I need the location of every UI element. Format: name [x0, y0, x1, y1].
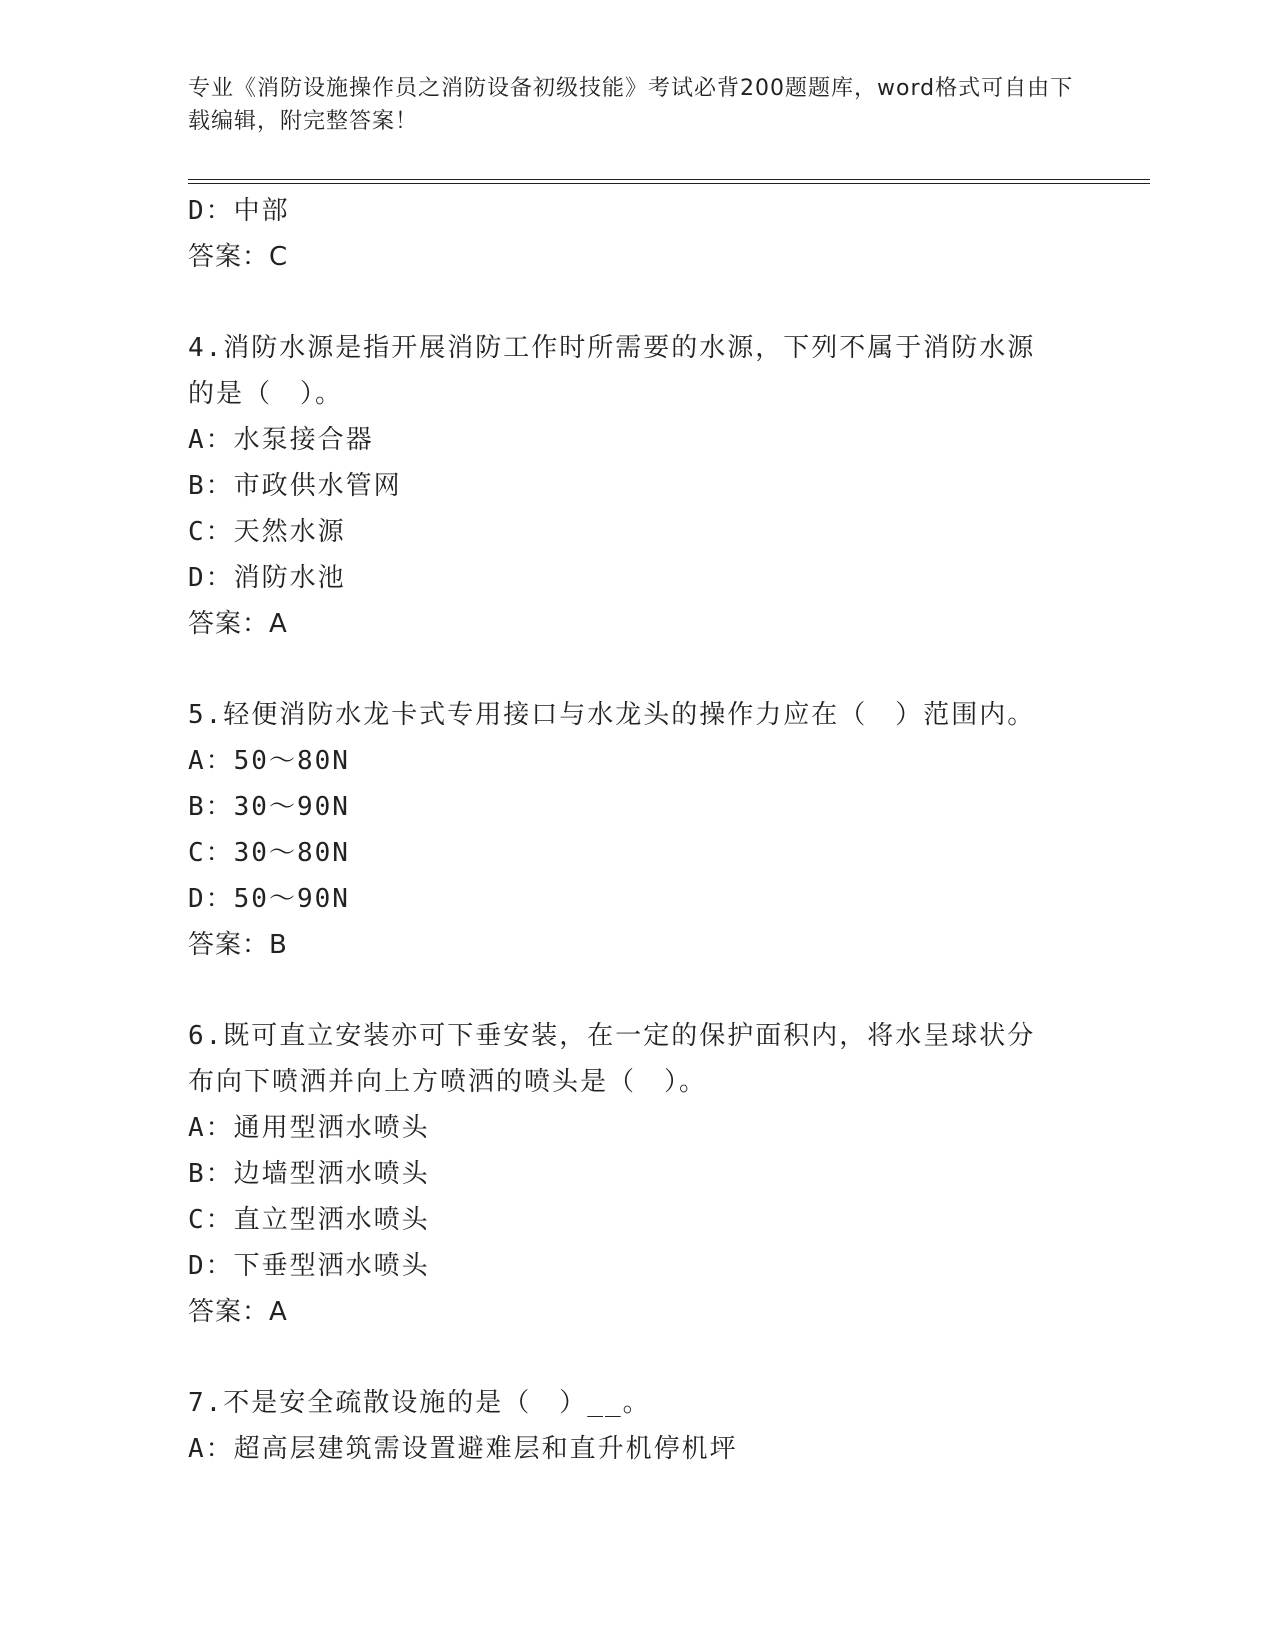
header-rule-bottom	[188, 183, 1150, 184]
spacer	[188, 968, 1088, 1013]
option-b: B：市政供水管网	[188, 471, 402, 501]
answer-line: 答案：A	[188, 1297, 288, 1327]
option-d: D：50～90N	[188, 884, 350, 914]
question-stem-cont: 布向下喷洒并向上方喷洒的喷头是（ ）。	[188, 1067, 708, 1097]
question-5	[188, 692, 1088, 968]
page-title: 专业《消防设施操作员之消防设备初级技能》考试必背200题题库，word格式可自由下载编辑，附完整答案！	[188, 76, 1074, 134]
spacer	[188, 280, 1088, 325]
question-7	[188, 1380, 1088, 1472]
page-header	[188, 72, 1088, 138]
header-rule-top	[188, 179, 1150, 180]
option-b: B：30～90N	[188, 792, 350, 822]
question-stem: 7.不是安全疏散设施的是（ ）__。	[188, 1388, 651, 1418]
option-d: D：消防水池	[188, 563, 346, 593]
option-d: D：中部	[188, 196, 290, 226]
question-stem: 5.轻便消防水龙卡式专用接口与水龙头的操作力应在（ ）范围内。	[188, 700, 1036, 730]
option-a: A：通用型洒水喷头	[188, 1113, 430, 1143]
document-body	[188, 188, 1088, 1472]
answer-line: 答案：A	[188, 609, 288, 639]
question-stem-cont: 的是（ ）。	[188, 379, 344, 409]
option-a: A：50～80N	[188, 746, 350, 776]
answer-line: 答案：C	[188, 242, 289, 272]
question-stem: 4.消防水源是指开展消防工作时所需要的水源，下列不属于消防水源	[188, 333, 1036, 363]
question-6	[188, 1013, 1088, 1335]
question-4	[188, 325, 1088, 647]
option-c: C：30～80N	[188, 838, 350, 868]
option-c: C：天然水源	[188, 517, 346, 547]
option-d: D：下垂型洒水喷头	[188, 1251, 430, 1281]
spacer	[188, 1335, 1088, 1380]
option-c: C：直立型洒水喷头	[188, 1205, 430, 1235]
question-stem: 6.既可直立安装亦可下垂安装，在一定的保护面积内，将水呈球状分	[188, 1021, 1036, 1051]
option-a: A：水泵接合器	[188, 425, 374, 455]
spacer	[188, 647, 1088, 692]
option-a: A：超高层建筑需设置避难层和直升机停机坪	[188, 1434, 738, 1464]
option-b: B：边墙型洒水喷头	[188, 1159, 430, 1189]
answer-line: 答案：B	[188, 930, 288, 960]
